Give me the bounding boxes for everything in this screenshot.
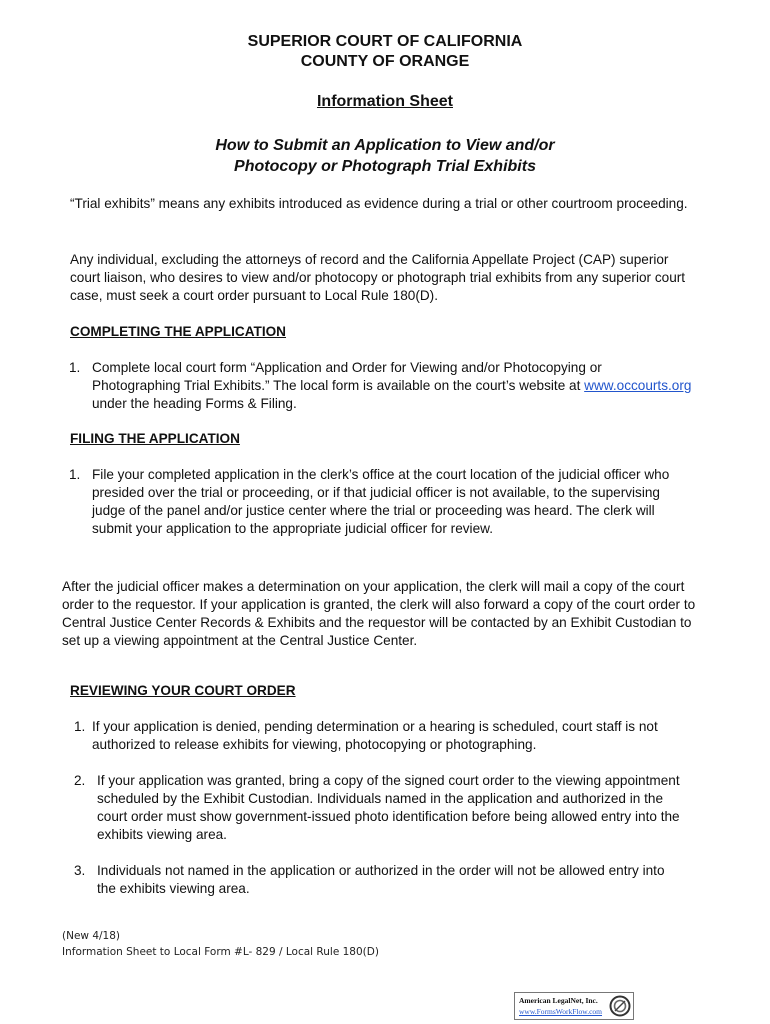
list-number: 1. — [69, 360, 81, 375]
reviewing-item-text: Individuals not named in the application or authorized in the order will not be allowed entry into the exhibits viewing area. — [97, 863, 665, 896]
completing-application-heading: COMPLETING THE APPLICATION — [70, 324, 286, 339]
document-subtitle-line2: Photocopy or Photograph Trial Exhibits — [234, 158, 536, 175]
revision-note: (New 4/18) — [62, 930, 121, 942]
legalnet-badge[interactable] — [514, 992, 634, 1020]
determination-paragraph: After the judicial officer makes a determination on your application, the clerk will mail a copy of the court order to the requestor. If your application is granted, the clerk will also forward a copy of the court order to Central Justice Center Records & Exhibits and the requestor will be contacted by an Exhibit Custodian to set up a viewing appointment at the Central Justice Center. — [62, 579, 696, 648]
reviewing-item-3 — [74, 862, 687, 898]
document-subtitle-line1: How to Submit an Application to View and/or — [215, 137, 555, 154]
legalnet-logo-icon — [609, 995, 631, 1017]
county-name: COUNTY OF ORANGE — [300, 53, 470, 70]
list-number: 1. — [74, 719, 86, 734]
badge-company-name: American LegalNet, Inc. — [519, 996, 598, 1005]
filing-application-heading: FILING THE APPLICATION — [70, 431, 240, 446]
badge-url-link[interactable]: www.FormsWorkFlow.com — [519, 1007, 603, 1016]
form-reference: Information Sheet to Local Form #L- 829 / Local Rule 180(D) — [62, 946, 379, 958]
filing-item-1 — [69, 466, 692, 538]
reviewing-order-heading: REVIEWING YOUR COURT ORDER — [70, 683, 296, 698]
filing-item-text: File your completed application in the clerk’s office at the court location of the judicial officer who presided over the trial or proceeding, or if that judicial officer is not available, to the supervising judge of the panel and/or justice center where the trial or proceeding was heard. The clerk will submit your application to the appropriate judicial officer for review. — [92, 467, 670, 536]
reviewing-item-2 — [74, 772, 687, 844]
reviewing-item-1 — [74, 718, 692, 754]
list-number: 3. — [74, 863, 86, 878]
reviewing-item-text: If your application is denied, pending determination or a hearing is scheduled, court staff is not authorized to release exhibits for viewing, photocopying or photographing. — [92, 719, 658, 752]
occourts-link[interactable]: www.occourts.org — [584, 378, 692, 393]
completing-item-1 — [69, 359, 692, 413]
completing-item-text-after: under the heading Forms & Filing. — [92, 396, 297, 411]
trial-exhibits-definition: “Trial exhibits” means any exhibits introduced as evidence during a trial or other courtroom proceeding. — [70, 196, 688, 211]
list-number: 2. — [74, 773, 86, 788]
reviewing-item-text: If your application was granted, bring a copy of the signed court order to the viewing appointment scheduled by the Exhibit Custodian. Individuals named in the application and authorized in the court order must show government-issued photo identification before being allowed entry into the exhibits viewing area. — [97, 773, 680, 842]
completing-item-text: Complete local court form “Application and Order for Viewing and/or Photocopying or Photographing Trial Exhibits.” The local form is available on the court’s website at — [92, 360, 602, 393]
eligibility-paragraph: Any individual, excluding the attorneys of record and the California Appellate Project (CAP) superior court liaison, who desires to view and/or photocopy or photograph trial exhibits from any superior court case, must seek a court order pursuant to Local Rule 180(D). — [70, 252, 686, 303]
information-sheet-title: Information Sheet — [316, 93, 453, 110]
court-name: SUPERIOR COURT OF CALIFORNIA — [247, 33, 523, 50]
list-number: 1. — [69, 467, 81, 482]
